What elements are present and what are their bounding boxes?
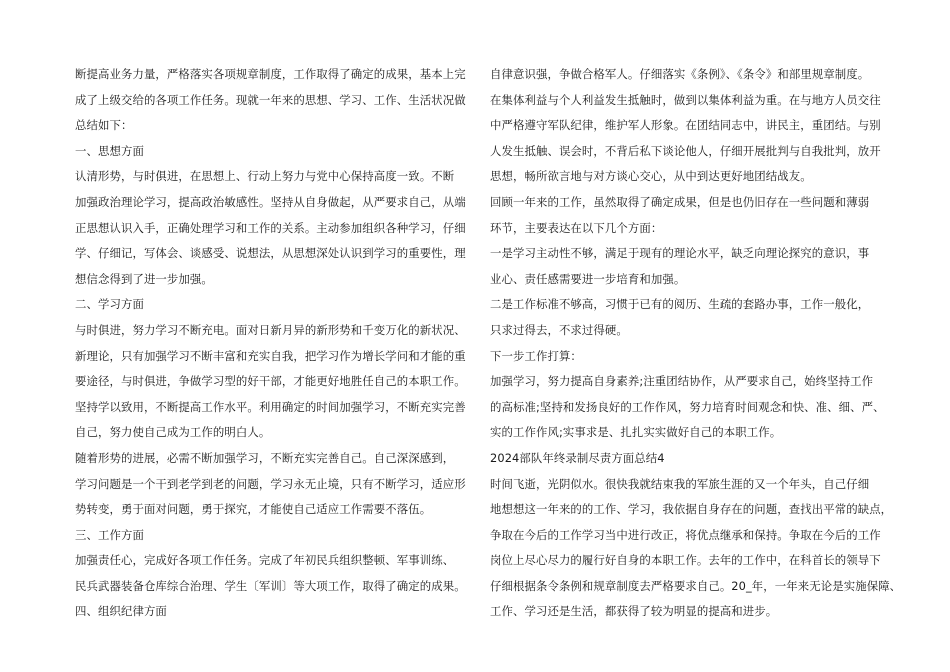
text-line: 岗位上尽心尽力的履行好自身的本职工作。去年的工作中，在科首长的领导下 xyxy=(490,553,881,568)
text-line: 争取在今后的工作学习当中进行改正，将优点继承和保持。争取在今后的工作 xyxy=(490,527,881,542)
text-line: 正思想认识入手，正确处理学习和工作的关系。主动参加组织各种学习，仔细 xyxy=(75,220,466,235)
section-heading: 四、组织纪律方面 xyxy=(75,604,167,619)
text-line: 民兵武器装备仓库综合治理、学生〔军训〕等大项工作，取得了确定的成果。 xyxy=(75,578,466,593)
text-line: 一是学习主动性不够，满足于现有的理论水平，缺乏向理论探究的意识，事 xyxy=(490,246,870,261)
text-line: 业心、责任感需要进一步培育和加强。 xyxy=(490,271,686,286)
text-line: 只求过得去，不求过得硬。 xyxy=(490,322,628,337)
text-line: 坚持学以致用，不断提高工作水平。利用确定的时间加强学习，不断充实完善 xyxy=(75,399,466,414)
section-heading: 二、学习方面 xyxy=(75,297,144,312)
text-line: 成了上级交给的各项工作任务。现就一年来的思想、学习、工作、生活状况做 xyxy=(75,92,466,107)
text-line: 仔细根据条令条例和规章制度去严格要求自己。20_年，一年来无论是实施保障、 xyxy=(490,578,902,593)
text-line: 加强政治理论学习，提高政治敏感性。坚持从自身做起，从严要求自己，从端 xyxy=(75,194,466,209)
section-heading: 一、思想方面 xyxy=(75,143,144,158)
text-line: 的高标准;坚持和发扬良好的工作作风，努力培育时间观念和快、准、细、严、 xyxy=(490,399,885,414)
section-heading: 下一步工作打算： xyxy=(490,348,582,363)
text-line: 回顾一年来的工作，虽然取得了确定成果，但是也仍旧存在一些问题和薄弱 xyxy=(490,194,870,209)
text-line: 地想想这一年来的的工作、学习，我依据自身存在的问题，查找出平常的缺点， xyxy=(490,502,893,517)
text-line: 学习问题是一个干到老学到老的问题，学习永无止境，只有不断学习，适应形 xyxy=(75,476,466,491)
text-line: 人发生抵触、误会时，不背后私下谈论他人，仔细开展批判与自我批判，放开 xyxy=(490,143,881,158)
text-line: 在集体利益与个人利益发生抵触时，做到以集体利益为重。在与地方人员交往 xyxy=(490,92,881,107)
text-line: 总结如下： xyxy=(75,118,133,133)
text-line: 中严格遵守军队纪律，维护军人形象。在团结同志中，讲民主，重团结。与别 xyxy=(490,118,881,133)
text-line: 新理论，只有加强学习不断丰富和充实自我，把学习作为增长学问和才能的重 xyxy=(75,348,466,363)
text-line: 想信念得到了进一步加强。 xyxy=(75,271,213,286)
section-heading: 三、工作方面 xyxy=(75,527,144,542)
document-heading: 2024部队年终录制尽责方面总结4 xyxy=(490,450,665,465)
text-line: 随着形势的进展，必需不断加强学习，不断充实完善自己。自己深深感到， xyxy=(75,450,455,465)
text-line: 要途径，与时俱进，争做学习型的好干部，才能更好地胜任自己的本职工作。 xyxy=(75,374,466,389)
text-line: 环节，主要表达在以下几个方面： xyxy=(490,220,663,235)
right-text-column xyxy=(490,62,902,625)
text-line: 自己，努力使自己成为工作的明白人。 xyxy=(75,425,271,440)
text-line: 认清形势，与时俱进，在思想上、行动上努力与党中心保持高度一致。不断 xyxy=(75,169,455,184)
text-line: 断提高业务力量，严格落实各项规章制度，工作取得了确定的成果，基本上完 xyxy=(75,67,466,81)
text-line: 势转变，勇于面对问题，勇于探究，才能使自己适应工作需要不落伍。 xyxy=(75,502,432,517)
left-text-column xyxy=(75,62,466,625)
text-line: 实的工作作风;实事求是、扎扎实实做好自己的本职工作。 xyxy=(490,425,782,440)
text-line: 工作、学习还是生活，都获得了较为明显的提高和进步。 xyxy=(490,604,778,619)
text-line: 加强学习，努力提高自身素养;注重团结协作，从严要求自己，始终坚持工作 xyxy=(490,374,874,389)
text-line: 自律意识强，争做合格军人。仔细落实《条例》、《条令》和部里规章制度。 xyxy=(490,67,870,81)
text-line: 二是工作标准不够高，习惯于已有的阅历、生疏的套路办事，工作一般化， xyxy=(490,297,870,312)
text-line: 加强责任心，完成好各项工作任务。完成了年初民兵组织整顿、军事训练、 xyxy=(75,553,455,568)
text-line: 时间飞逝，光阴似水。很快我就结束我的军旅生涯的又一个年头，自己仔细 xyxy=(490,476,870,491)
text-line: 学、仔细记，写体会、谈感受、说想法，从思想深处认识到学习的重要性，理 xyxy=(75,246,466,261)
text-line: 与时俱进，努力学习不断充电。面对日新月异的新形势和千变万化的新状况、 xyxy=(75,322,466,337)
text-line: 思想，畅所欲言地与对方谈心交心，从中到达更好地团结战友。 xyxy=(490,169,812,184)
